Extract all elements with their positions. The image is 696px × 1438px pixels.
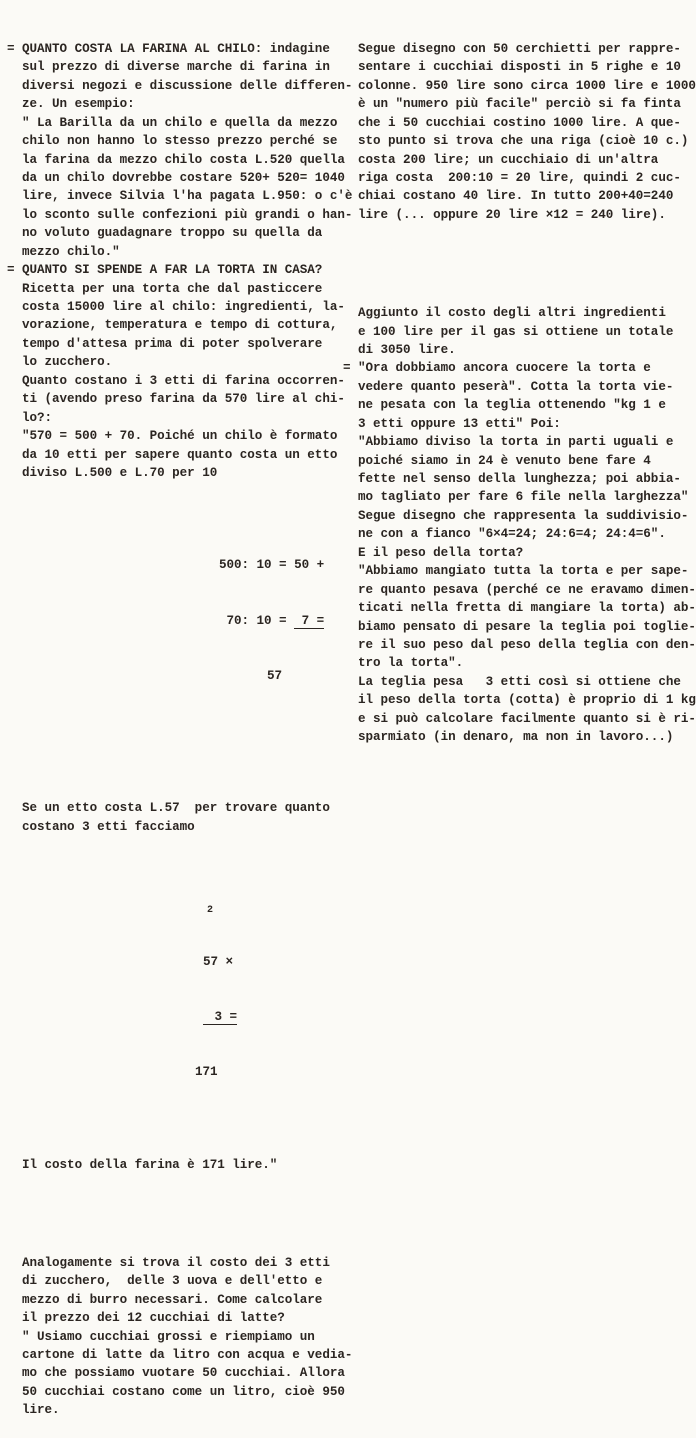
left-paragraph-bottom (7, 1254, 353, 1420)
text-line: lire, invece Silvia l'ha pagata L.950: o c'è (7, 189, 353, 204)
division-row-1: 500: 10 = 50 + (219, 558, 325, 573)
text-line: 3 etti oppure 13 etti" Poi: (343, 416, 561, 431)
text-line: fette nel senso della lunghezza; poi abbia- (343, 472, 681, 487)
text-line: sul prezzo di diverse marche di farina in (7, 60, 330, 75)
text-line: ticati nella fretta di mangiare la torta) ab- (343, 601, 696, 616)
text-line: di 3050 lire. (343, 342, 456, 357)
text-line: ne con a fianco "6×4=24; 24:6=4; 24:4=6". (343, 527, 666, 542)
text-line: ne pesata con la teglia ottenendo "kg 1 e (343, 398, 666, 413)
text-line: tempo d'attesa prima di poter spolverare (7, 336, 323, 351)
text-line: mezzo chilo." (7, 244, 120, 259)
text-line: Segue disegno che rappresenta la suddivisio- (343, 508, 689, 523)
text-line: mo che possiamo vuotare 50 cucchiai. Allora (7, 1366, 345, 1381)
right-column (343, 3, 696, 765)
multiplication-row-2-underlined: 3 = (203, 1010, 237, 1025)
text-line: "Abbiamo diviso la torta in parti uguali e (343, 435, 674, 450)
text-line: sto punto si trova che una riga (cioè 10 c.) (343, 134, 689, 149)
text-line: ze. Un esempio: (7, 97, 135, 112)
text-line: diviso L.500 e L.70 per 10 (7, 465, 218, 480)
text-line: vorazione, temperatura e tempo di cottura, (7, 318, 338, 333)
right-paragraphs-bottom (343, 304, 696, 747)
multiplication-carry: 2 (207, 904, 213, 916)
text-line: = "Ora dobbiamo ancora cuocere la torta e (343, 361, 651, 376)
text-line: " La Barilla da un chilo e quella da mezzo (7, 115, 338, 130)
text-line: lo zucchero. (7, 355, 113, 370)
text-line: vedere quanto peserà". Cotta la torta vie- (343, 379, 674, 394)
text-line: mo tagliato per fare 6 file nella larghezza" (343, 490, 689, 505)
text-line: il peso della torta (cotta) è proprio di 1 kg (343, 693, 696, 708)
text-line: diversi negozi e discussione delle differen- (7, 78, 353, 93)
multiplication-row-2 (203, 1008, 343, 1026)
text-line: che i 50 cucchiai costino 1000 lire. A que- (343, 115, 681, 130)
division-row-2-prefix: 70: 10 = (219, 613, 295, 628)
text-line: da 10 etti per sapere quanto costa un etto (7, 447, 338, 462)
text-line: il prezzo dei 12 cucchiai di latte? (7, 1311, 285, 1326)
text-line: da un chilo dovrebbe costare 520+ 520= 1040 (7, 170, 345, 185)
text-line: la farina da mezzo chilo costa L.520 quella (7, 152, 345, 167)
text-line: colonne. 950 lire sono circa 1000 lire e 1000 (343, 78, 696, 93)
text-line: sentare i cucchiai disposti in 5 righe e 10 (343, 60, 681, 75)
text-line: e si può calcolare facilmente quanto si è ri- (343, 711, 696, 726)
text-line: 50 cucchiai costano come un litro, cioè 950 (7, 1384, 345, 1399)
text-line: ti (avendo preso farina da 570 lire al chi- (7, 392, 345, 407)
text-line: = QUANTO SI SPENDE A FAR LA TORTA IN CASA? (7, 263, 323, 278)
text-line: "Abbiamo mangiato tutta la torta e per sape- (343, 564, 689, 579)
text-line: Segue disegno con 50 cerchietti per rappre- (343, 41, 681, 56)
right-paragraph-top (343, 40, 696, 224)
text-line: = QUANTO COSTA LA FARINA AL CHILO: indagine (7, 41, 330, 56)
text-line: "570 = 500 + 70. Poiché un chilo è formato (7, 429, 338, 444)
text-line: re quanto pesava (perché ce ne eravamo dimen- (343, 582, 696, 597)
multiplication-row-1: 57 × (203, 954, 234, 969)
text-line: re il suo peso dal peso della teglia con den- (343, 637, 696, 652)
text-line: Quanto costano i 3 etti di farina occorren- (7, 373, 345, 388)
division-row-2-underlined: 7 = (294, 613, 325, 628)
left-paragraph-middle (7, 799, 343, 836)
division-calculation (7, 519, 343, 722)
text-line: biamo pensato di pesare la teglia poi toglie- (343, 619, 696, 634)
division-result: 57 (267, 668, 283, 683)
text-line: tro la torta". (343, 656, 464, 671)
text-line: " Usiamo cucchiai grossi e riempiamo un (7, 1329, 315, 1344)
text-line: e 100 lire per il gas si ottiene un totale (343, 324, 674, 339)
text-line: lo sconto sulle confezioni più grandi o han- (7, 207, 353, 222)
text-line: Il costo della farina è 171 lire." (7, 1157, 278, 1172)
left-paragraphs-top (7, 40, 353, 483)
text-line: chiai costano 40 lire. In tutto 200+40=240 (343, 189, 674, 204)
text-line: La teglia pesa 3 etti così si ottiene che (343, 674, 681, 689)
text-line: di zucchero, delle 3 uova e dell'etto e (7, 1274, 323, 1289)
text-line: riga costa 200:10 = 20 lire, quindi 2 cuc- (343, 170, 681, 185)
multiplication-result: 171 (195, 1065, 218, 1080)
text-line: costa 15000 lire al chilo: ingredienti, la- (7, 300, 345, 315)
text-line: costa 200 lire; un cucchiaio di un'altra (343, 152, 659, 167)
text-line: lire (... oppure 20 lire ×12 = 240 lire). (343, 207, 666, 222)
multiplication-calculation (7, 869, 343, 1119)
text-line: cartone di latte da litro con acqua e vedia- (7, 1348, 353, 1363)
division-row-2 (219, 612, 343, 630)
left-column (7, 3, 353, 1438)
text-line: è un "numero più facile" perciò si fa finta (343, 97, 681, 112)
text-line: lire. (7, 1403, 60, 1418)
text-line: no voluto guadagnare troppo su quella da (7, 226, 323, 241)
text-line: sparmiato (in denaro, ma non in lavoro...) (343, 730, 674, 745)
text-line: poiché siamo in 24 è venuto bene fare 4 (343, 453, 651, 468)
text-line: E il peso della torta? (343, 545, 524, 560)
text-line: Aggiunto il costo degli altri ingredienti (343, 306, 666, 321)
text-line: mezzo di burro necessari. Come calcolare (7, 1292, 323, 1307)
text-line: chilo non hanno lo stesso prezzo perché se (7, 134, 338, 149)
text-line: costano 3 etti facciamo (7, 819, 195, 834)
text-line: Analogamente si trova il costo dei 3 etti (7, 1255, 330, 1270)
text-line: Ricetta per una torta che dal pasticcere (7, 281, 323, 296)
text-line: Se un etto costa L.57 per trovare quanto (7, 801, 330, 816)
left-paragraph-conclusion (7, 1156, 343, 1174)
text-line: lo?: (7, 410, 53, 425)
